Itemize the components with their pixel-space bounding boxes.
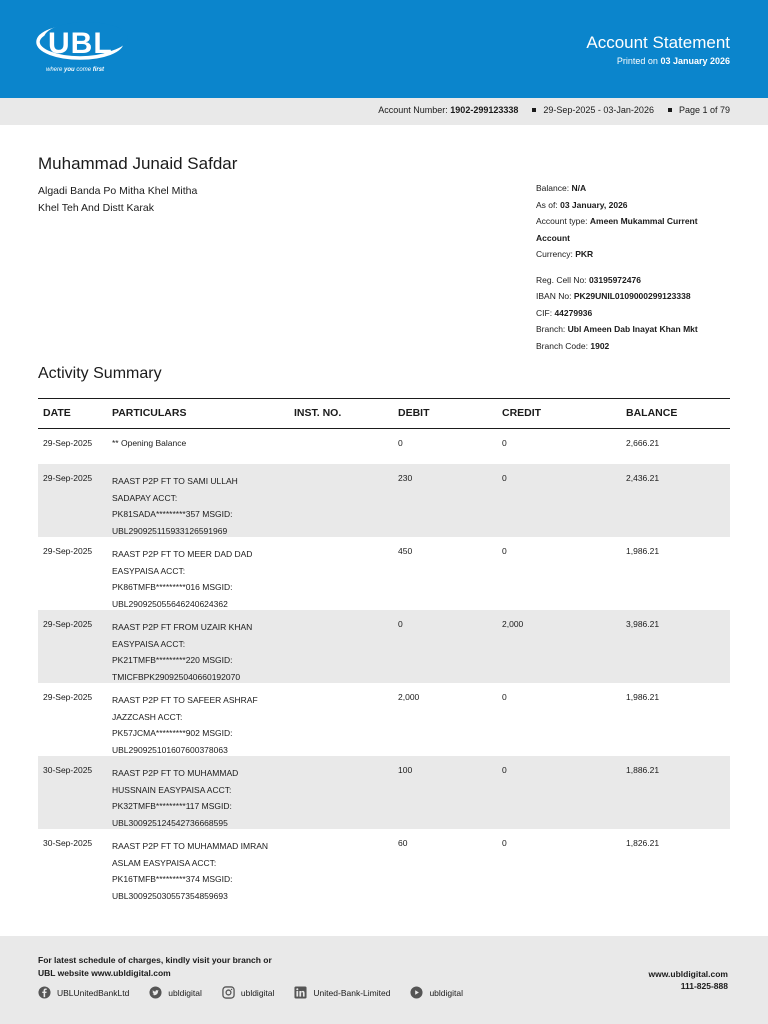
bullet-icon [668, 108, 672, 112]
statement-header [0, 0, 768, 98]
cif-label: CIF: [536, 307, 553, 318]
row-particulars: RAAST P2P FT TO MEER DAD DAD EASYPAISA ACCT: PK86TMFB*********016 MSGID: UBL290925055646240624362 [112, 549, 253, 609]
table-row [38, 464, 730, 537]
row-particulars: RAAST P2P FT FROM UZAIR KHAN EASYPAISA ACCT: PK21TMFB*********220 MSGID: TMICFBPK290925040660192070 [112, 622, 253, 682]
row-particulars: RAAST P2P FT TO MUHAMMAD HUSSNAIN EASYPAISA ACCT: PK32TMFB*********117 MSGID: UBL300925124542736668595 [112, 768, 239, 828]
address-line: Khel Teh And Distt Karak [38, 202, 154, 214]
youtube-icon [410, 986, 423, 999]
statement-footer [0, 936, 768, 1024]
row-date: 29-Sep-2025 [43, 473, 93, 483]
row-balance: 1,986.21 [626, 546, 660, 556]
printed-date: Printed on 03 January 2026 [616, 56, 730, 66]
row-balance: 1,986.21 [626, 692, 660, 702]
table-row [38, 429, 730, 464]
twitter-icon [149, 986, 162, 999]
row-debit: 230 [398, 473, 413, 483]
table-row [38, 683, 730, 756]
row-debit: 450 [398, 546, 413, 556]
account-info [536, 180, 736, 354]
customer-name: Muhammad Junaid Safdar [38, 154, 238, 173]
facebook-icon [38, 986, 51, 999]
linkedin-icon [294, 986, 307, 999]
table-row [38, 610, 730, 683]
row-debit: 0 [398, 438, 403, 448]
table-row [38, 829, 730, 902]
account-type-label: Account type: [536, 216, 588, 226]
charges-note: For latest schedule of charges, kindly visit your branch or UBL website www.ubldigital.com [38, 955, 272, 978]
cell-value: 03195972476 [588, 274, 641, 285]
col-header-date: DATE [43, 407, 71, 419]
col-header-credit: CREDIT [502, 407, 542, 419]
row-balance: 1,826.21 [626, 838, 660, 848]
row-balance: 2,436.21 [626, 473, 660, 483]
ubl-logo-text: UBL [48, 27, 113, 60]
branch-label: Branch: [536, 324, 566, 334]
row-credit: 0 [502, 546, 507, 556]
branch-code-value: 1902 [590, 340, 610, 351]
social-twitter[interactable]: ubldigital [149, 986, 202, 999]
row-debit: 2,000 [398, 692, 420, 702]
row-credit: 2,000 [502, 619, 524, 629]
row-date: 30-Sep-2025 [43, 838, 93, 848]
branch-code-label: Branch Code: [536, 340, 588, 351]
col-header-inst-no: INST. NO. [294, 407, 342, 419]
account-number: 1902-299123338 [450, 105, 519, 115]
row-date: 29-Sep-2025 [43, 546, 93, 556]
website-link[interactable]: www.ubldigital.com [648, 969, 728, 979]
row-credit: 0 [502, 473, 507, 483]
table-row [38, 756, 730, 829]
row-date: 29-Sep-2025 [43, 438, 93, 448]
cif-value: 44279936 [554, 307, 593, 318]
row-debit: 100 [398, 765, 413, 775]
row-balance: 3,986.21 [626, 619, 660, 629]
account-type-value-cont: Account [536, 232, 570, 243]
currency-value: PKR [575, 249, 594, 259]
cell-label: Reg. Cell No: [536, 274, 587, 285]
row-particulars: RAAST P2P FT TO SAFEER ASHRAF JAZZCASH ACCT: PK57JCMA*********902 MSGID: UBL290925101607600378063 [112, 695, 258, 755]
col-header-balance: BALANCE [626, 407, 678, 419]
bullet-icon [532, 108, 536, 112]
statement-period: 29-Sep-2025 - 03-Jan-2026 [543, 105, 654, 115]
account-type-value: Ameen Mukammal Current [589, 216, 698, 226]
row-credit: 0 [502, 838, 507, 848]
row-credit: 0 [502, 765, 507, 775]
row-date: 29-Sep-2025 [43, 619, 93, 629]
row-debit: 60 [398, 838, 408, 848]
as-of-value: 03 January, 2026 [560, 199, 628, 210]
social-facebook[interactable]: UBLUnitedBankLtd [38, 986, 129, 999]
table-header [38, 398, 730, 429]
logo-tagline: where you come first [46, 67, 105, 73]
account-subbar [0, 98, 768, 125]
row-date: 29-Sep-2025 [43, 692, 93, 702]
row-credit: 0 [502, 692, 507, 702]
contact-info [649, 968, 729, 992]
social-youtube[interactable]: ubldigital [410, 986, 463, 999]
currency-label: Currency: [536, 249, 573, 259]
table-row [38, 537, 730, 610]
iban-label: IBAN No: [536, 291, 572, 301]
social-linkedin[interactable]: United-Bank-Limited [294, 986, 390, 999]
account-number-label: Account Number: [378, 105, 448, 115]
as-of-label: As of: [536, 199, 558, 210]
row-particulars: ** Opening Balance [112, 438, 187, 448]
balance-label: Balance: [536, 183, 570, 193]
customer-address [38, 183, 197, 217]
phone-number: 111-825-888 [680, 981, 728, 991]
row-balance: 1,886.21 [626, 765, 660, 775]
instagram-icon [222, 986, 235, 999]
row-debit: 0 [398, 619, 403, 629]
statement-title: Account Statement [586, 33, 730, 52]
balance-value: N/A [571, 183, 587, 193]
row-date: 30-Sep-2025 [43, 765, 93, 775]
col-header-debit: DEBIT [398, 407, 430, 419]
col-header-particulars: PARTICULARS [112, 407, 187, 419]
branch-value: Ubl Ameen Dab Inayat Khan Mkt [567, 324, 698, 334]
row-balance: 2,666.21 [626, 438, 660, 448]
page-indicator: Page 1 of 79 [678, 105, 730, 115]
activity-summary-title: Activity Summary [38, 365, 162, 382]
social-links [38, 986, 483, 999]
social-instagram[interactable]: ubldigital [222, 986, 275, 999]
row-particulars: RAAST P2P FT TO SAMI ULLAH SADAPAY ACCT: PK81SADA*********357 MSGID: UBL290925115933126591969 [112, 476, 238, 536]
iban-value: PK29UNIL0109000299123338 [573, 291, 691, 301]
address-line: Algadi Banda Po Mitha Khel Mitha [38, 185, 198, 197]
row-credit: 0 [502, 438, 507, 448]
row-particulars: RAAST P2P FT TO MUHAMMAD IMRAN ASLAM EASYPAISA ACCT: PK16TMFB*********374 MSGID: UBL300925030557354859693 [112, 841, 269, 901]
activity-table [38, 398, 730, 902]
